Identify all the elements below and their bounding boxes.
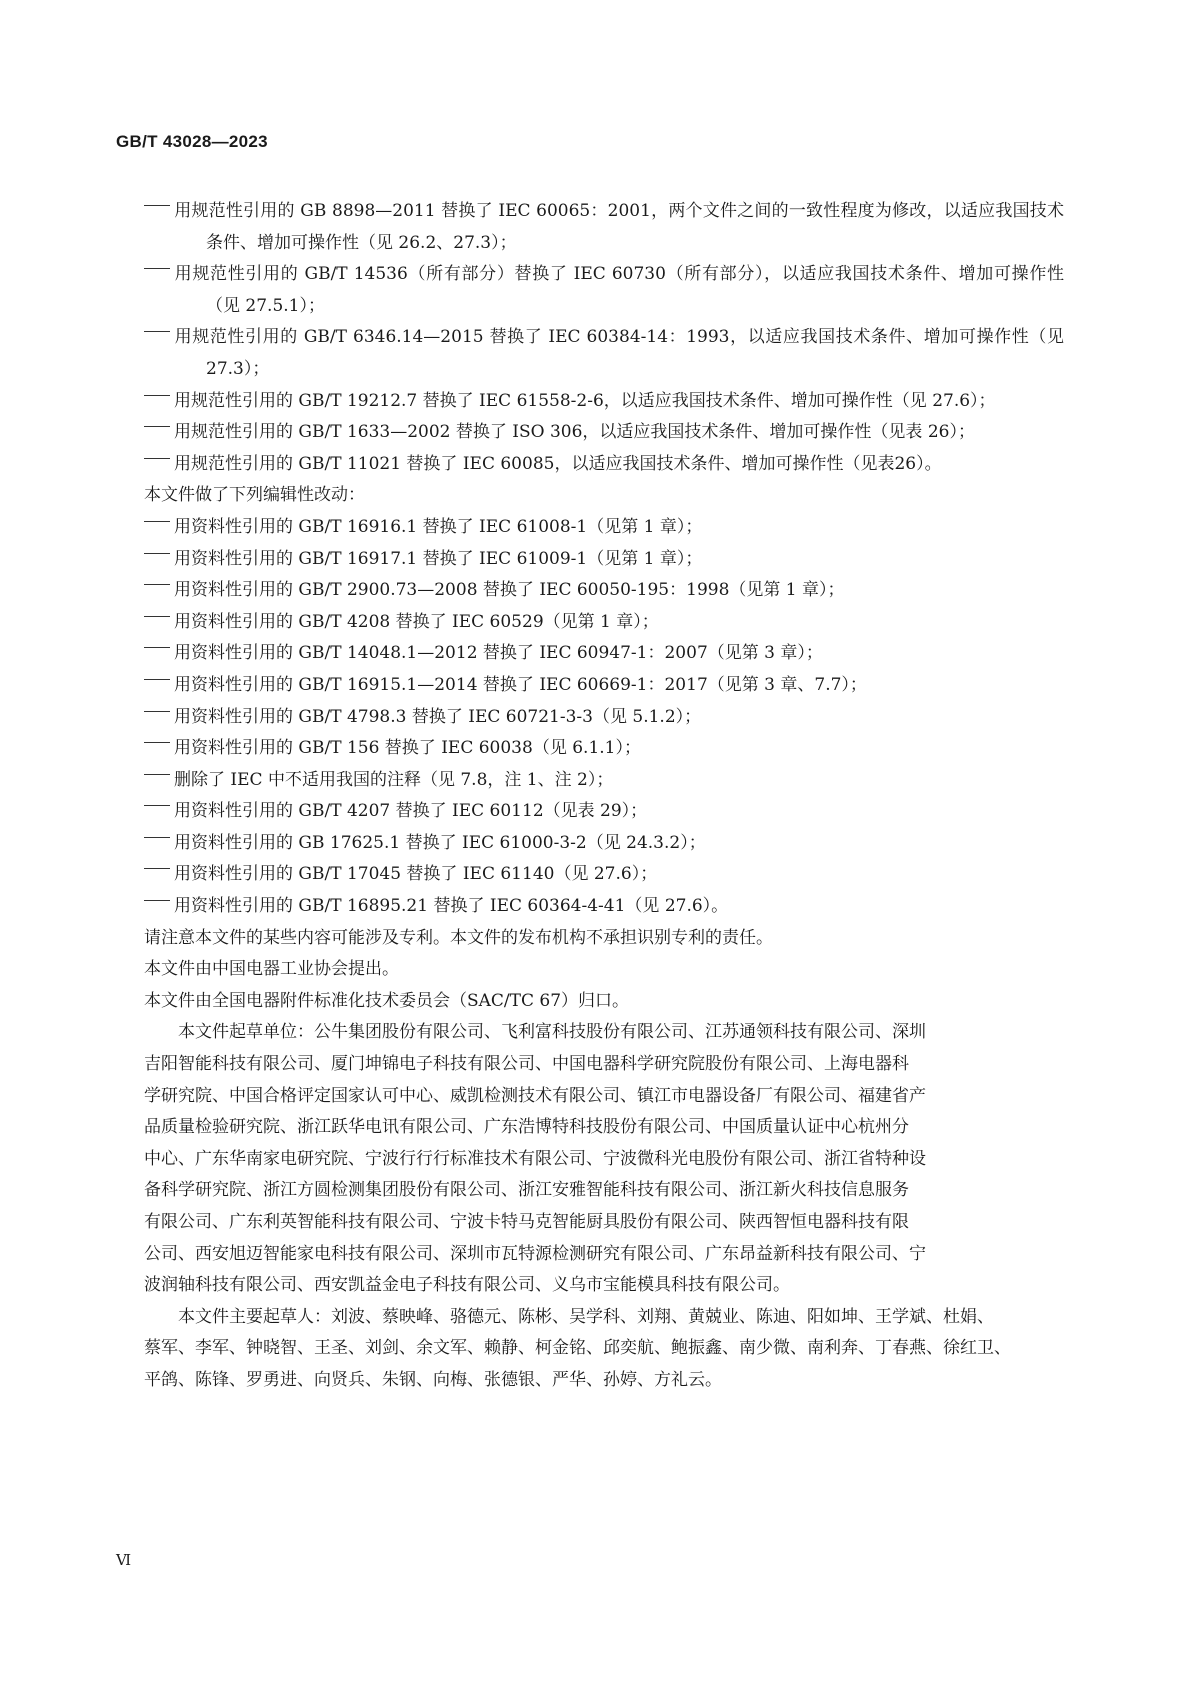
list-item: 用资料性引用的 GB/T 17045 替换了 IEC 61140（见 27.6）； [144,859,1064,891]
text-line: 平鸽、陈锋、罗勇进、向贤兵、朱钢、向梅、张德银、严华、孙婷、方礼云。 [144,1369,722,1390]
managed-by: 本文件由全国电器附件标准化技术委员会（SAC/TC 67）归口。 [144,990,630,1011]
text-line: 有限公司、广东利英智能科技有限公司、宁波卡特马克智能厨具股份有限公司、陕西智恒电器科技有限 [144,1212,909,1232]
dash-bullet [144,616,170,628]
dash-bullet [144,521,170,533]
list-item: 用资料性引用的 GB/T 4798.3 替换了 IEC 60721-3-3（见 5.1.2）； [144,702,1064,734]
page-number: Ⅵ [116,1551,132,1569]
dash-bullet [144,679,170,691]
list-item: 用规范性引用的 GB/T 14536（所有部分）替换了 IEC 60730（所有部分），以适应我国技术条件、增加可操作性（见 27.5.1）； [144,259,1064,322]
proposed-by: 本文件由中国电器工业协会提出。 [144,959,399,980]
list-item: 用规范性引用的 GB 8898—2011 替换了 IEC 60065：2001，两个文件之间的一致性程度为修改，以适应我国技术条件、增加可操作性（见 26.2、27.3）； [144,196,1064,259]
editorial-intro: 本文件做了下列编辑性改动： [144,485,365,506]
list-item: 用资料性引用的 GB/T 14048.1—2012 替换了 IEC 60947-1：2007（见第 3 章）； [144,638,1064,670]
text-line: 中心、广东华南家电研究院、宁波行行行标准技术有限公司、宁波微科光电股份有限公司、浙江省特种设 [144,1148,926,1169]
text-line: 蔡军、李军、钟晓智、王圣、刘剑、余文军、赖静、柯金铭、邱奕航、鲍振鑫、南少微、南利奔、丁春燕、徐红卫、 [144,1338,1011,1359]
list-item: 用资料性引用的 GB/T 16917.1 替换了 IEC 61009-1（见第 1 章）； [144,544,1064,576]
drafting-units-paragraph [144,1017,1064,1301]
dash-bullet [144,331,170,343]
dash-bullet [144,458,170,470]
foreword-body [144,196,1064,1397]
dash-bullet [144,268,170,280]
text-line: 学研究院、中国合格评定国家认可中心、威凯检测技术有限公司、镇江市电器设备厂有限公司、福建省产 [144,1085,926,1106]
dash-bullet [144,426,170,438]
list-item: 用资料性引用的 GB/T 4207 替换了 IEC 60112（见表 29）； [144,796,1064,828]
dash-bullet [144,868,170,880]
dash-bullet [144,900,170,912]
dash-bullet [144,742,170,754]
dash-bullet [144,774,170,786]
list-item: 用资料性引用的 GB/T 16895.21 替换了 IEC 60364-4-41（见 27.6）。 [144,891,1064,923]
list-item: 用规范性引用的 GB/T 19212.7 替换了 IEC 61558-2-6，以适应我国技术条件、增加可操作性（见 27.6）； [144,386,1064,418]
list-item: 用资料性引用的 GB/T 156 替换了 IEC 60038（见 6.1.1）； [144,733,1064,765]
list-item: 用规范性引用的 GB/T 6346.14—2015 替换了 IEC 60384-14：1993，以适应我国技术条件、增加可操作性（见 27.3）； [144,322,1064,385]
dash-bullet [144,395,170,407]
text-line: 本文件主要起草人：刘波、蔡映峰、骆德元、陈彬、吴学科、刘翔、黄兢业、陈迪、阳如坤、王学斌、杜娟、 [178,1306,994,1327]
dash-bullet [144,837,170,849]
list-item: 用规范性引用的 GB/T 1633—2002 替换了 ISO 306，以适应我国技术条件、增加可操作性（见表 26）； [144,417,1064,449]
text-line: 波润轴科技有限公司、西安凯益金电子科技有限公司、义乌市宝能模具科技有限公司。 [144,1275,790,1296]
dash-bullet [144,647,170,659]
list-item: 用规范性引用的 GB/T 11021 替换了 IEC 60085，以适应我国技术条件、增加可操作性（见表26）。 [144,449,1064,481]
dash-bullet [144,553,170,565]
text-line: 备科学研究院、浙江方圆检测集团股份有限公司、浙江安雅智能科技有限公司、浙江新火科技信息服务 [144,1180,909,1201]
dash-bullet [144,584,170,596]
list-item: 用资料性引用的 GB/T 4208 替换了 IEC 60529（见第 1 章）； [144,607,1064,639]
text-line: 吉阳智能科技有限公司、厦门坤锦电子科技有限公司、中国电器科学研究院股份有限公司、上海电器科 [144,1054,909,1075]
standard-number-header: GB/T 43028—2023 [116,132,268,151]
dash-bullet [144,205,170,217]
dash-bullet [144,711,170,723]
list-item: 删除了 IEC 中不适用我国的注释（见 7.8，注 1、注 2）； [144,765,1064,797]
drafters-paragraph [144,1302,1064,1397]
list-item: 用资料性引用的 GB/T 16915.1—2014 替换了 IEC 60669-1：2017（见第 3 章、7.7）； [144,670,1064,702]
text-line: 品质量检验研究院、浙江跃华电讯有限公司、广东浩博特科技股份有限公司、中国质量认证中心杭州分 [144,1117,909,1138]
list-item: 用资料性引用的 GB 17625.1 替换了 IEC 61000-3-2（见 24.3.2）； [144,828,1064,860]
dash-bullet [144,805,170,817]
list-item: 用资料性引用的 GB/T 2900.73—2008 替换了 IEC 60050-195：1998（见第 1 章）； [144,575,1064,607]
text-line: 公司、西安旭迈智能家电科技有限公司、深圳市瓦特源检测研究有限公司、广东昂益新科技有限公司、宁 [144,1243,926,1264]
list-item: 用资料性引用的 GB/T 16916.1 替换了 IEC 61008-1（见第 1 章）； [144,512,1064,544]
patent-notice: 请注意本文件的某些内容可能涉及专利。本文件的发布机构不承担识别专利的责任。 [144,927,773,948]
text-line: 本文件起草单位：公牛集团股份有限公司、飞利富科技股份有限公司、江苏通领科技有限公司、深圳 [178,1022,926,1043]
